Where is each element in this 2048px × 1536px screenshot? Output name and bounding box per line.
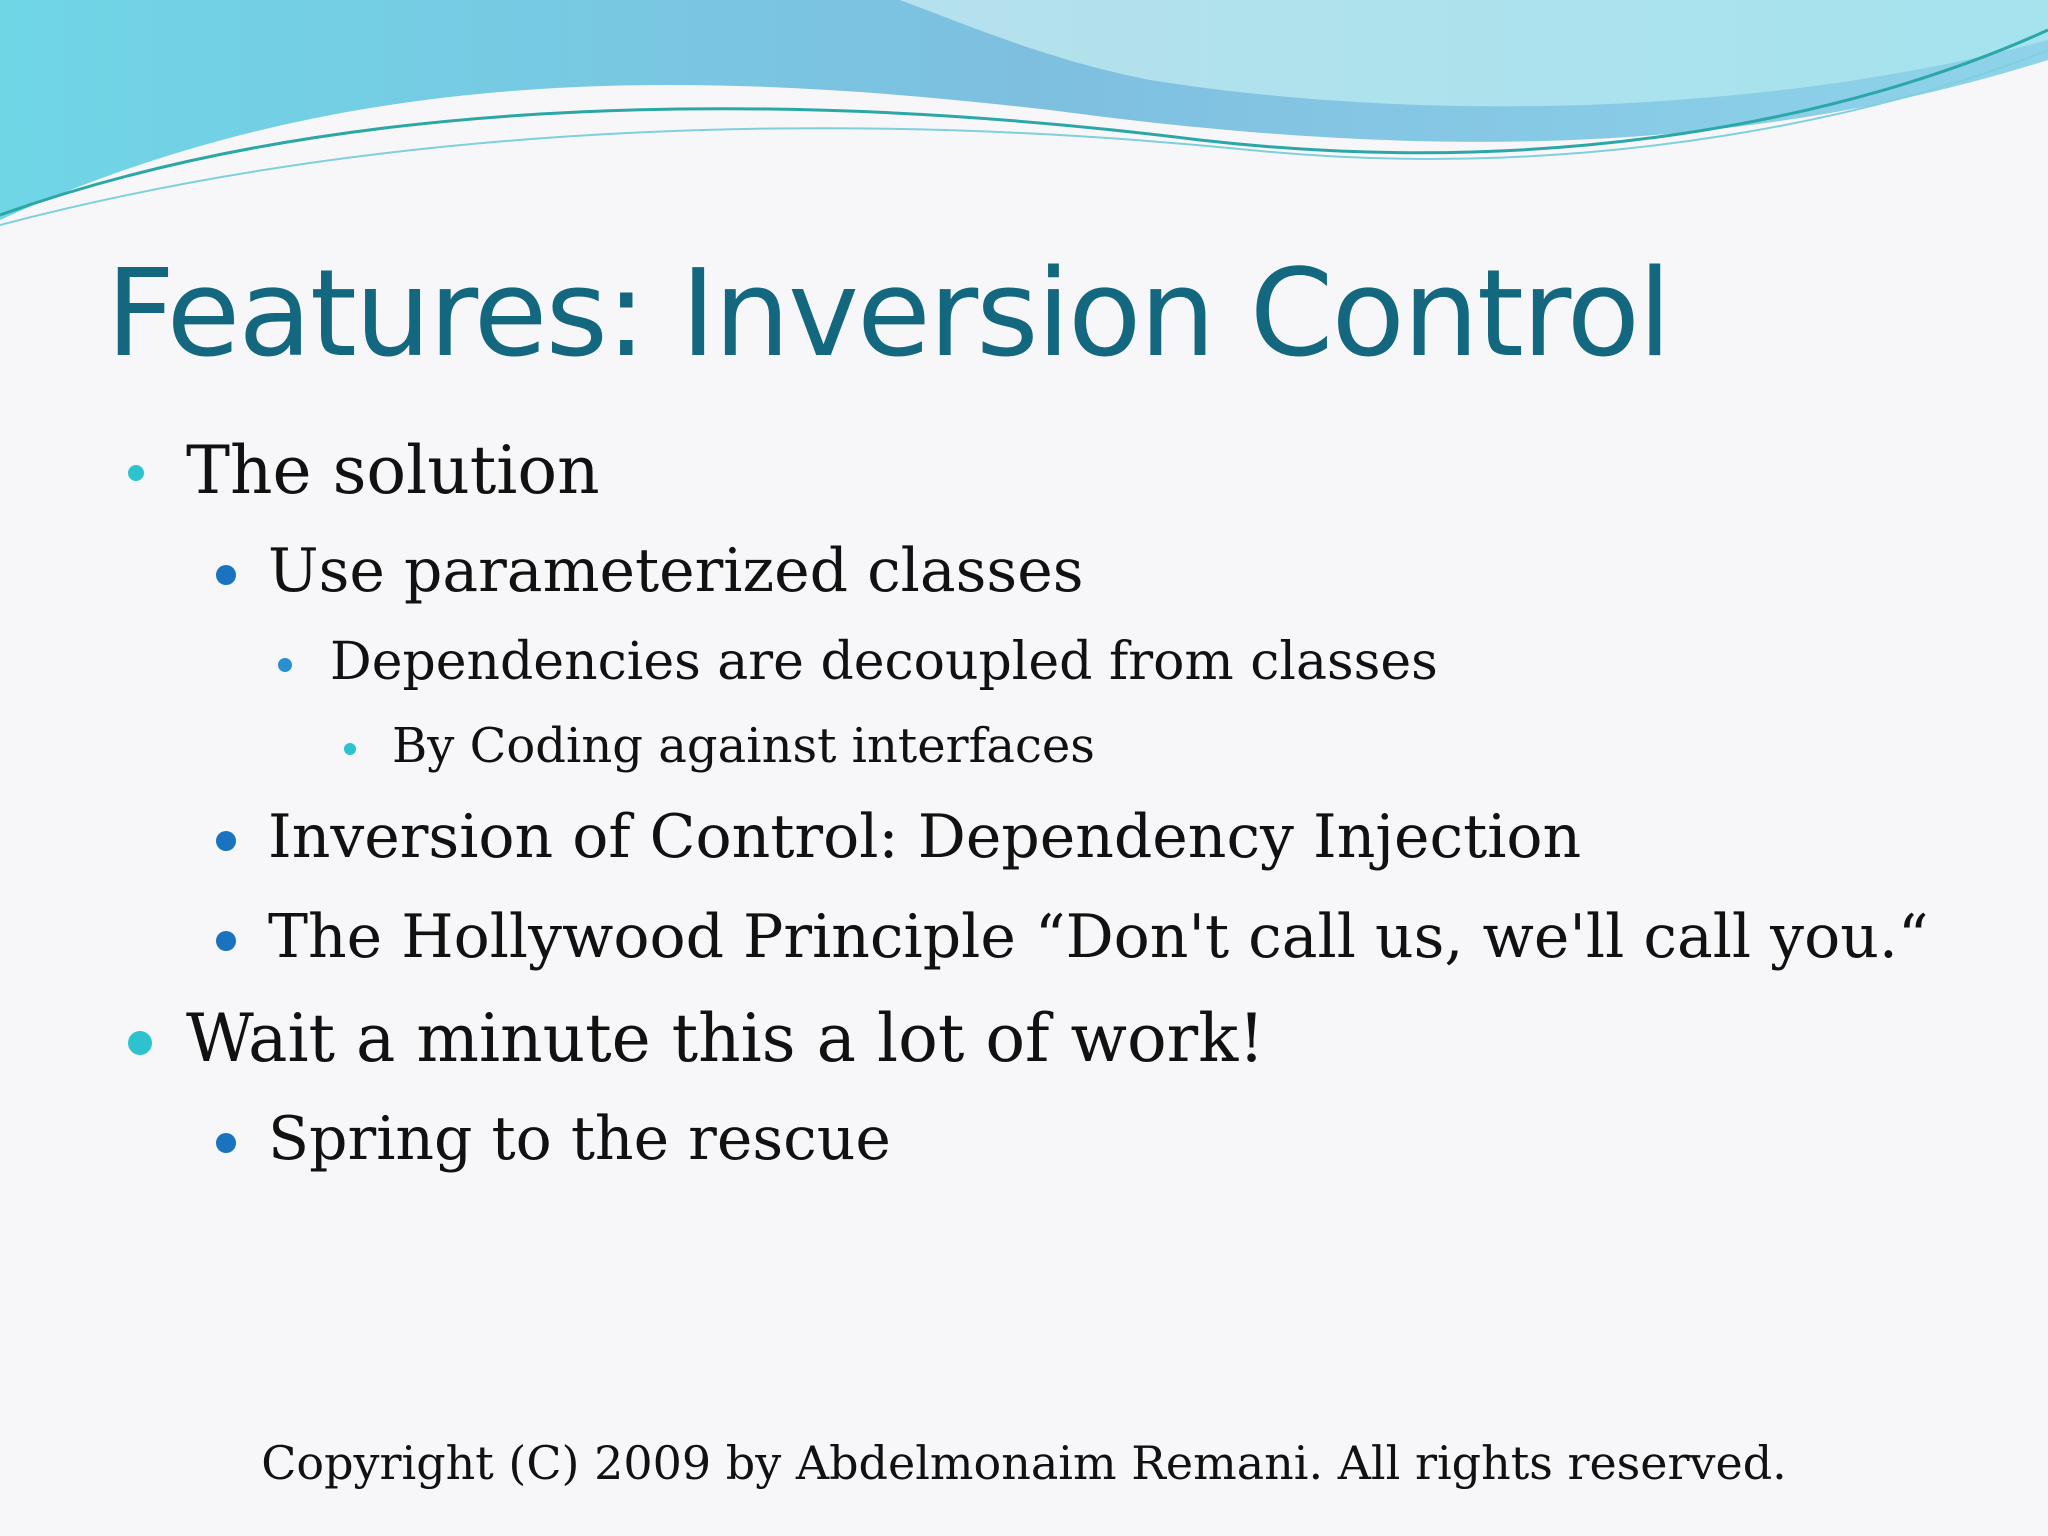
bullet-item <box>330 632 1438 692</box>
bullet-dot-icon <box>128 1031 152 1055</box>
bullet-dot-icon <box>216 1133 236 1153</box>
bullet-item <box>268 802 1581 872</box>
bullet-dot-icon <box>128 465 144 481</box>
bullet-text: Spring to the rescue <box>268 1104 891 1174</box>
bullet-item <box>392 718 1095 774</box>
bullet-text: Inversion of Control: Dependency Injection <box>268 802 1582 872</box>
bullet-dot-icon <box>216 931 236 951</box>
bullet-dot-icon <box>216 831 236 851</box>
bullet-item <box>268 1104 891 1174</box>
bullet-text: Dependencies are decoupled from classes <box>330 632 1438 692</box>
bullet-item <box>268 902 1929 972</box>
bullet-dot-icon <box>344 743 356 755</box>
bullet-dot-icon <box>216 565 236 585</box>
bullet-item <box>268 536 1084 606</box>
bullet-text: By Coding against interfaces <box>392 718 1095 774</box>
copyright-footer: Copyright (C) 2009 by Abdelmonaim Remani. All rights reserved. <box>261 1436 1787 1490</box>
bullet-text: Use parameterized classes <box>268 536 1084 606</box>
slide-title: Features: Inversion Control <box>106 245 1670 384</box>
bullet-item <box>186 432 600 509</box>
bullet-text: The Hollywood Principle “Don't call us, we'll call you.“ <box>268 902 1929 972</box>
bullet-text: The solution <box>186 432 600 509</box>
bullet-dot-icon <box>278 658 292 672</box>
bullet-text: Wait a minute this a lot of work! <box>186 1000 1265 1077</box>
bullet-item <box>186 1000 1265 1077</box>
header-wave-decoration <box>0 0 2048 240</box>
